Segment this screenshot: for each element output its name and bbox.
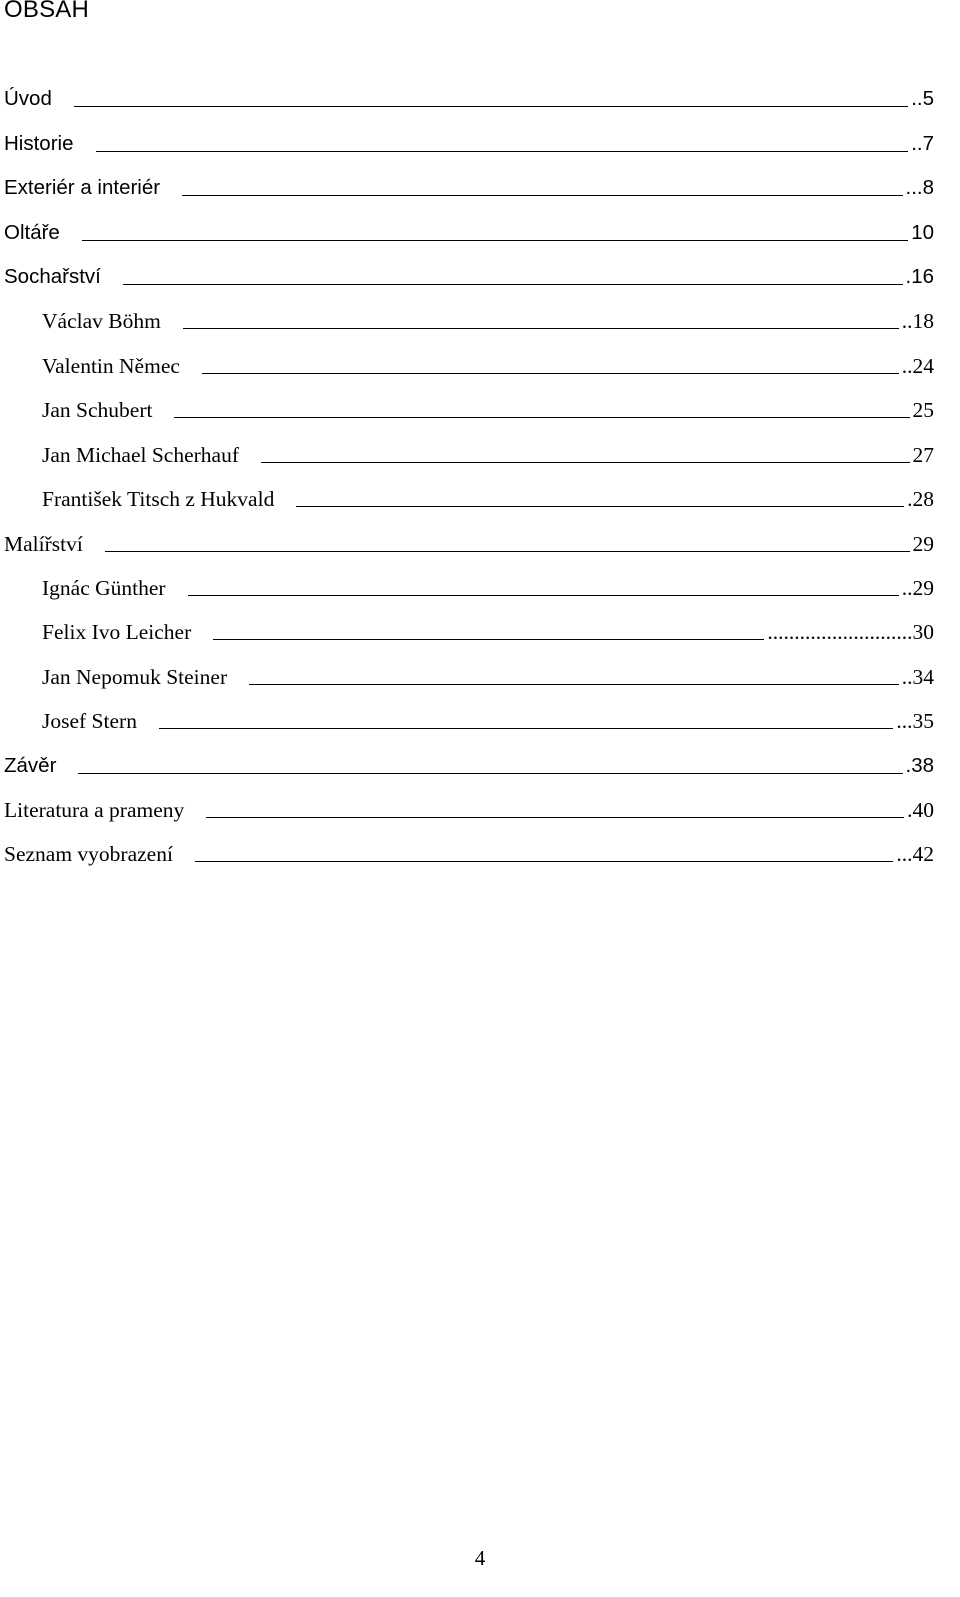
toc-entry-page: ..24 — [901, 354, 934, 378]
toc-entry-label: Oltáře — [4, 221, 60, 244]
toc-leader — [105, 550, 910, 552]
toc-entry[interactable] — [42, 573, 934, 603]
toc-entry[interactable] — [4, 173, 934, 203]
toc-leader — [183, 327, 899, 329]
toc-entry-label: Úvod — [4, 87, 52, 110]
toc-entry[interactable] — [42, 484, 934, 514]
toc-entry[interactable] — [42, 617, 934, 647]
toc-entry[interactable] — [42, 440, 934, 470]
toc-entry[interactable] — [4, 529, 934, 559]
toc-entry-label: Exteriér a interiér — [4, 176, 161, 199]
toc-entry[interactable] — [4, 218, 934, 248]
toc-entry[interactable] — [4, 751, 934, 781]
toc-entry-label: Ignác Günther — [42, 576, 166, 600]
toc-entry-page: 29 — [912, 532, 934, 556]
toc-entry-label: František Titsch z Hukvald — [42, 487, 275, 511]
toc-entry-page: .40 — [907, 798, 934, 822]
toc-leader — [206, 816, 904, 818]
toc-entry-page: ..18 — [901, 309, 934, 333]
toc-entry-label: Jan Nepomuk Steiner — [42, 665, 228, 689]
toc-leader — [261, 461, 909, 463]
toc-entry[interactable] — [42, 662, 934, 692]
toc-entry-page: ..7 — [911, 132, 934, 155]
toc-entry-page: .38 — [905, 754, 934, 777]
toc-entry-page: ...35 — [896, 709, 934, 733]
toc-entry-page: ...42 — [896, 842, 934, 866]
toc-entry[interactable] — [42, 395, 934, 425]
toc-entry[interactable] — [42, 306, 934, 336]
toc-entry[interactable] — [4, 795, 934, 825]
toc-entry-label: Historie — [4, 132, 74, 155]
toc-leader — [74, 105, 908, 107]
toc-entry-page: 25 — [912, 398, 934, 422]
toc-leader — [159, 727, 893, 729]
toc-entry[interactable] — [4, 84, 934, 114]
toc-entry-label: Sochařství — [4, 265, 101, 288]
toc-entry-label: Malířství — [4, 532, 83, 556]
toc-entry-label: Valentin Němec — [42, 354, 180, 378]
toc-leader — [182, 194, 902, 196]
page-title: OBSAH — [4, 0, 90, 23]
toc-entry[interactable] — [4, 129, 934, 159]
toc-entry[interactable] — [4, 839, 934, 869]
toc-leader — [82, 239, 908, 241]
toc-entry[interactable] — [4, 262, 934, 292]
toc-entry-page: .16 — [905, 265, 934, 288]
toc-leader — [78, 772, 902, 774]
page-number: 4 — [474, 1546, 486, 1570]
toc-leader — [202, 372, 899, 374]
toc-leader — [296, 505, 904, 507]
toc-entry-label: Seznam vyobrazení — [4, 842, 173, 866]
toc-entry[interactable] — [42, 351, 934, 381]
toc-entry-page: 27 — [912, 443, 934, 467]
toc-entry-page: 10 — [911, 221, 934, 244]
toc-entry-page: .28 — [907, 487, 934, 511]
toc-entry-label: Václav Böhm — [42, 309, 161, 333]
toc-entry-page: ..29 — [901, 576, 934, 600]
toc-entry-label: Jan Michael Scherhauf — [42, 443, 240, 467]
toc-entry-label: Felix Ivo Leicher — [42, 620, 192, 644]
toc-leader — [249, 683, 899, 685]
toc-entry-page: ...8 — [905, 176, 934, 199]
toc-entry-page: ..5 — [911, 87, 934, 110]
toc-entry-page: ...........................30 — [767, 620, 934, 644]
toc-leader — [123, 283, 903, 285]
toc-leader — [174, 416, 909, 418]
toc-leader — [213, 638, 764, 640]
toc-leader — [96, 150, 909, 152]
toc-entry-label: Literatura a prameny — [4, 798, 185, 822]
toc-leader — [195, 860, 893, 862]
toc-entry[interactable] — [42, 706, 934, 736]
toc-entry-page: ..34 — [901, 665, 934, 689]
toc-entry-label: Závěr — [4, 754, 57, 777]
toc-entry-label: Jan Schubert — [42, 398, 153, 422]
toc-entry-label: Josef Stern — [42, 709, 137, 733]
toc-leader — [188, 594, 899, 596]
